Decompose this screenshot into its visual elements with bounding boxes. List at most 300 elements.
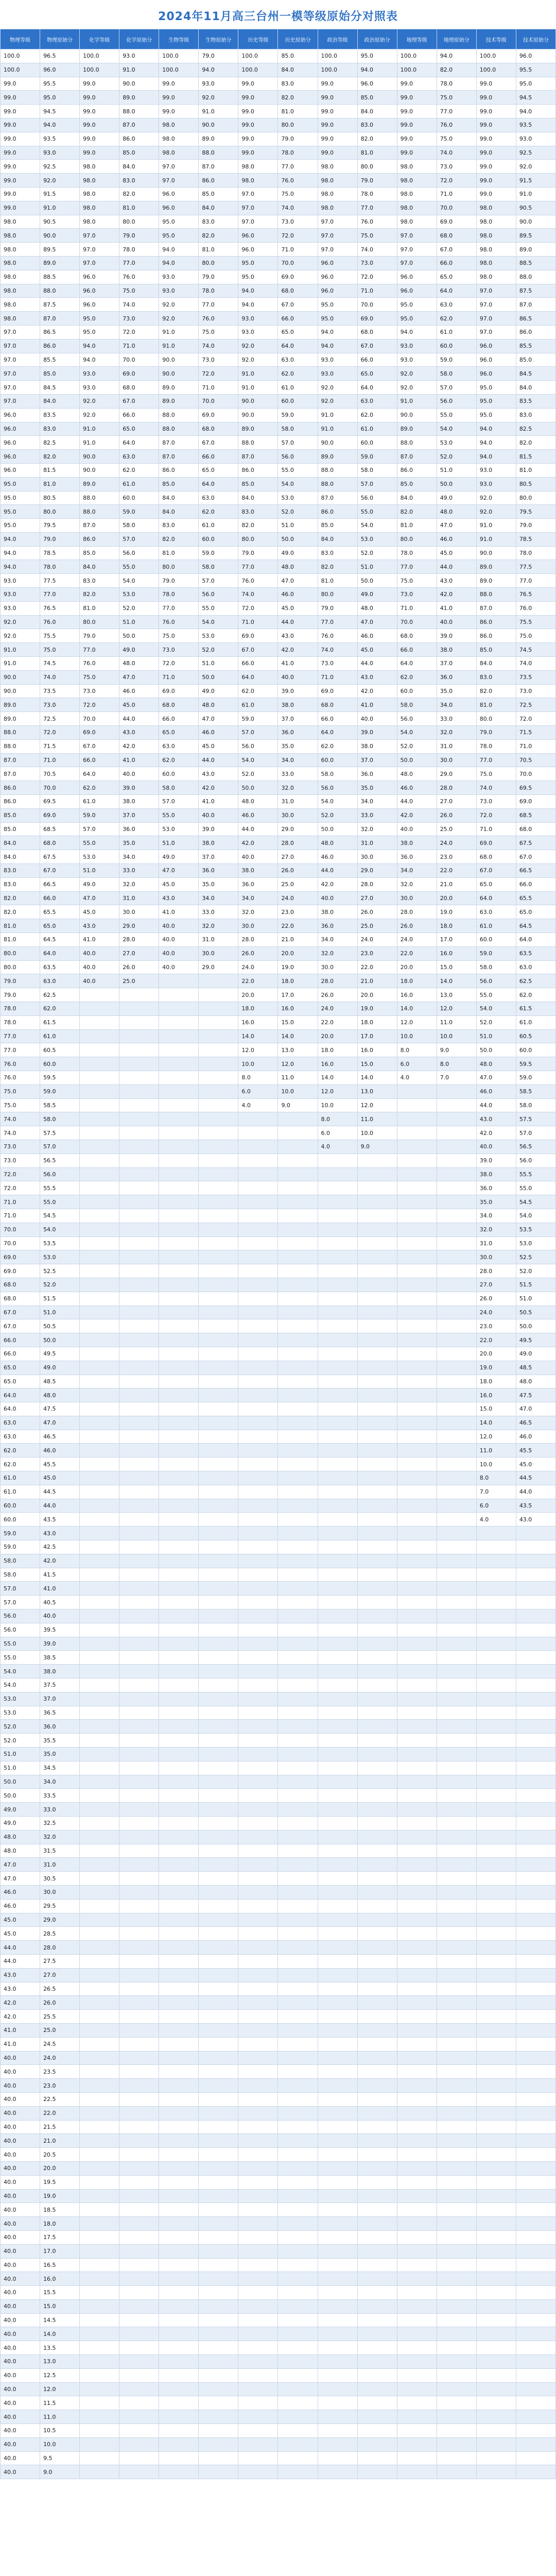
table-cell	[357, 1167, 397, 1181]
table-cell: 50.0	[199, 670, 238, 684]
table-cell	[80, 1844, 119, 1858]
table-cell	[238, 1499, 278, 1513]
table-cell: 99.0	[397, 146, 437, 160]
table-cell: 38.0	[119, 795, 159, 809]
table-cell: 77.5	[40, 574, 80, 588]
column-header: 物理等级	[1, 29, 40, 49]
table-cell: 62.0	[119, 463, 159, 477]
table-cell: 20.0	[397, 960, 437, 974]
table-cell: 11.0	[476, 1444, 516, 1458]
table-cell: 89.0	[199, 132, 238, 146]
table-cell: 65.0	[199, 463, 238, 477]
table-cell	[516, 2368, 555, 2382]
table-cell: 80.0	[1, 960, 40, 974]
column-header: 生物原始分	[199, 29, 238, 49]
table-row	[1, 2327, 556, 2341]
table-cell	[80, 1250, 119, 1264]
table-cell: 12.0	[476, 1430, 516, 1444]
table-cell	[119, 2424, 159, 2438]
table-cell: 10.0	[40, 2437, 80, 2451]
table-cell: 24.0	[476, 1306, 516, 1319]
table-cell: 46.5	[516, 1416, 555, 1430]
table-cell: 80.0	[516, 491, 555, 505]
table-cell	[80, 1306, 119, 1319]
table-cell: 60.0	[318, 753, 357, 767]
table-cell: 67.0	[437, 243, 476, 257]
table-cell	[397, 2437, 437, 2451]
table-cell: 50.0	[397, 753, 437, 767]
table-cell: 40.0	[1, 2272, 40, 2286]
table-cell: 93.0	[318, 353, 357, 367]
table-cell: 60.5	[516, 1029, 555, 1043]
table-cell	[119, 1513, 159, 1527]
table-cell: 68.0	[1, 1278, 40, 1292]
table-cell: 40.0	[1, 2120, 40, 2134]
table-cell: 96.0	[397, 284, 437, 298]
table-row	[1, 615, 556, 629]
table-cell: 56.0	[437, 394, 476, 408]
table-cell	[516, 2258, 555, 2272]
table-cell	[119, 1458, 159, 1471]
table-cell: 97.0	[238, 201, 278, 215]
table-cell	[318, 2106, 357, 2120]
table-cell	[199, 1209, 238, 1223]
table-cell: 58.0	[159, 781, 199, 795]
table-cell	[516, 1927, 555, 1941]
table-cell	[119, 1223, 159, 1236]
table-cell: 98.0	[80, 187, 119, 201]
table-cell	[199, 974, 238, 988]
table-cell: 40.0	[80, 974, 119, 988]
table-cell: 97.0	[238, 187, 278, 201]
table-cell: 91.0	[80, 436, 119, 450]
table-cell: 49.0	[159, 850, 199, 864]
table-cell	[397, 1499, 437, 1513]
table-cell	[238, 1236, 278, 1250]
table-cell	[397, 1761, 437, 1775]
table-cell	[159, 2368, 199, 2382]
table-cell: 94.0	[357, 63, 397, 77]
table-cell	[119, 1292, 159, 1306]
table-cell: 82.0	[159, 532, 199, 546]
table-cell	[516, 2286, 555, 2300]
table-cell	[199, 2382, 238, 2396]
table-cell: 64.0	[437, 284, 476, 298]
table-cell	[397, 1927, 437, 1941]
table-cell	[397, 2258, 437, 2272]
table-cell	[80, 1292, 119, 1306]
table-cell	[199, 2424, 238, 2438]
table-cell	[357, 1540, 397, 1554]
table-cell: 40.0	[1, 2327, 40, 2341]
table-cell: 42.0	[40, 1554, 80, 1568]
table-cell	[357, 2134, 397, 2148]
table-cell	[119, 1665, 159, 1679]
table-cell	[159, 1582, 199, 1596]
table-cell: 94.5	[40, 105, 80, 118]
table-row	[1, 2203, 556, 2217]
table-cell	[199, 1637, 238, 1651]
table-cell	[80, 1361, 119, 1375]
table-cell	[397, 1609, 437, 1623]
table-cell: 98.0	[397, 174, 437, 188]
table-cell: 30.0	[119, 905, 159, 919]
table-row	[1, 1306, 556, 1319]
table-cell: 82.0	[1, 905, 40, 919]
table-cell	[476, 1540, 516, 1554]
table-cell	[437, 1416, 476, 1430]
table-cell	[318, 1872, 357, 1886]
table-cell	[238, 1913, 278, 1927]
table-cell	[357, 1941, 397, 1955]
table-cell	[119, 1679, 159, 1692]
table-cell: 33.0	[40, 1803, 80, 1817]
table-cell: 93.0	[397, 339, 437, 353]
table-cell: 45.0	[119, 698, 159, 712]
table-cell	[278, 1292, 318, 1306]
table-row	[1, 726, 556, 740]
table-cell	[199, 2272, 238, 2286]
table-cell	[80, 1885, 119, 1899]
table-cell: 51.5	[40, 1292, 80, 1306]
table-cell	[437, 1388, 476, 1402]
table-cell: 98.0	[476, 201, 516, 215]
table-cell	[119, 1029, 159, 1043]
table-cell: 75.0	[437, 91, 476, 105]
table-cell	[80, 2079, 119, 2093]
table-cell	[516, 2437, 555, 2451]
table-cell	[278, 2465, 318, 2479]
table-cell: 66.0	[1, 1333, 40, 1347]
table-cell	[238, 1306, 278, 1319]
table-cell	[80, 1209, 119, 1223]
table-cell: 59.0	[80, 808, 119, 822]
table-cell: 11.0	[278, 1071, 318, 1084]
table-cell: 41.0	[278, 657, 318, 671]
table-cell: 68.0	[159, 698, 199, 712]
table-cell: 26.5	[40, 1982, 80, 1996]
table-cell	[437, 1941, 476, 1955]
table-cell	[80, 1499, 119, 1513]
table-cell: 63.0	[1, 1416, 40, 1430]
table-cell	[238, 1596, 278, 1609]
table-cell: 86.0	[516, 325, 555, 339]
table-cell	[437, 2465, 476, 2479]
table-cell	[278, 1485, 318, 1499]
table-cell: 82.0	[119, 187, 159, 201]
table-cell: 58.5	[516, 1084, 555, 1098]
table-cell	[357, 1181, 397, 1195]
table-row	[1, 1609, 556, 1623]
table-cell	[159, 1223, 199, 1236]
table-cell	[119, 1692, 159, 1706]
table-cell	[516, 1665, 555, 1679]
table-cell	[238, 1637, 278, 1651]
table-row	[1, 1596, 556, 1609]
table-cell	[159, 1872, 199, 1886]
table-cell	[119, 1803, 159, 1817]
table-cell	[318, 1513, 357, 1527]
table-cell	[119, 2134, 159, 2148]
table-cell: 46.0	[357, 629, 397, 643]
table-cell: 69.0	[516, 795, 555, 809]
table-cell: 79.0	[199, 270, 238, 284]
table-cell	[199, 2010, 238, 2024]
table-cell: 94.0	[159, 243, 199, 257]
table-cell: 96.0	[80, 270, 119, 284]
table-cell: 77.5	[516, 560, 555, 574]
table-cell: 97.0	[1, 381, 40, 395]
table-cell	[119, 1789, 159, 1803]
table-cell: 12.5	[40, 2368, 80, 2382]
table-cell: 54.0	[397, 726, 437, 740]
table-cell: 15.0	[357, 1057, 397, 1071]
table-cell: 76.0	[1, 1057, 40, 1071]
table-cell	[318, 1388, 357, 1402]
table-cell: 32.5	[40, 1817, 80, 1831]
table-cell: 72.0	[80, 698, 119, 712]
table-cell	[119, 1209, 159, 1223]
table-cell: 45.0	[40, 1471, 80, 1485]
table-cell: 98.0	[476, 270, 516, 284]
table-cell: 25.0	[119, 974, 159, 988]
table-cell: 90.0	[40, 229, 80, 243]
table-cell: 86.0	[199, 174, 238, 188]
table-cell: 93.0	[159, 270, 199, 284]
table-cell: 72.0	[1, 1181, 40, 1195]
table-cell	[199, 1167, 238, 1181]
table-cell	[238, 2189, 278, 2203]
table-cell	[437, 1319, 476, 1333]
table-cell	[397, 2134, 437, 2148]
table-cell	[199, 1913, 238, 1927]
table-cell: 56.0	[516, 1154, 555, 1167]
table-cell: 22.0	[238, 974, 278, 988]
table-row	[1, 1347, 556, 1361]
table-cell	[119, 1375, 159, 1388]
table-cell	[516, 1748, 555, 1761]
table-cell: 50.0	[516, 1319, 555, 1333]
table-cell: 71.0	[278, 243, 318, 257]
table-cell: 43.0	[1, 1982, 40, 1996]
table-cell	[278, 2451, 318, 2465]
table-cell: 61.0	[119, 477, 159, 491]
table-cell: 43.5	[40, 1513, 80, 1527]
table-cell	[437, 2244, 476, 2258]
table-cell: 99.0	[318, 132, 357, 146]
table-cell	[80, 1513, 119, 1527]
column-header: 政治原始分	[357, 29, 397, 49]
table-cell: 40.0	[1, 2244, 40, 2258]
table-cell: 99.0	[159, 77, 199, 91]
column-header: 物理原始分	[40, 29, 80, 49]
table-cell: 76.0	[516, 601, 555, 615]
table-cell	[437, 2410, 476, 2424]
table-cell	[159, 1692, 199, 1706]
table-cell	[159, 2134, 199, 2148]
table-cell	[437, 2396, 476, 2410]
table-cell	[278, 2341, 318, 2355]
table-cell	[318, 2341, 357, 2355]
table-cell: 92.5	[516, 146, 555, 160]
table-cell	[238, 1803, 278, 1817]
table-cell: 53.0	[1, 1706, 40, 1720]
table-cell: 72.0	[119, 325, 159, 339]
table-cell: 15.0	[437, 960, 476, 974]
table-cell: 100.0	[1, 49, 40, 63]
table-cell: 44.0	[1, 1954, 40, 1968]
table-cell: 97.0	[476, 298, 516, 312]
table-cell	[318, 1596, 357, 1609]
table-cell	[119, 2051, 159, 2065]
table-cell: 28.0	[119, 933, 159, 947]
table-cell	[318, 2148, 357, 2162]
table-cell	[318, 1485, 357, 1499]
table-row	[1, 1444, 556, 1458]
table-cell: 100.0	[476, 63, 516, 77]
table-cell: 66.0	[278, 312, 318, 326]
table-row	[1, 2465, 556, 2479]
table-cell: 28.0	[40, 1941, 80, 1955]
table-cell	[199, 1043, 238, 1057]
table-cell: 96.0	[476, 339, 516, 353]
table-cell: 70.0	[1, 1236, 40, 1250]
table-cell	[159, 1029, 199, 1043]
table-cell	[397, 1388, 437, 1402]
table-cell: 84.0	[318, 532, 357, 546]
table-cell	[238, 1278, 278, 1292]
table-cell	[476, 2341, 516, 2355]
table-cell	[80, 1154, 119, 1167]
table-cell: 36.0	[476, 1181, 516, 1195]
table-cell	[80, 2051, 119, 2065]
table-cell	[476, 2368, 516, 2382]
table-cell: 15.0	[278, 1015, 318, 1029]
table-cell: 74.0	[1, 1126, 40, 1140]
table-cell: 92.0	[40, 174, 80, 188]
column-header: 化学等级	[80, 29, 119, 49]
column-header: 历史原始分	[278, 29, 318, 49]
table-cell	[238, 1817, 278, 1831]
table-cell	[119, 2161, 159, 2175]
table-cell	[278, 1720, 318, 1734]
table-cell: 75.0	[516, 629, 555, 643]
table-cell: 47.0	[437, 519, 476, 533]
table-cell	[80, 1057, 119, 1071]
table-cell: 40.0	[1, 2106, 40, 2120]
table-cell: 83.0	[199, 215, 238, 229]
table-row	[1, 2161, 556, 2175]
table-cell: 42.0	[1, 1996, 40, 2010]
table-cell: 92.0	[476, 505, 516, 519]
table-cell: 91.0	[476, 519, 516, 533]
table-cell	[80, 2134, 119, 2148]
table-row	[1, 2120, 556, 2134]
table-cell	[397, 1209, 437, 1223]
table-cell: 40.0	[238, 850, 278, 864]
table-cell: 29.0	[437, 767, 476, 781]
table-cell	[357, 1748, 397, 1761]
table-cell	[159, 2424, 199, 2438]
table-cell: 50.0	[1, 1775, 40, 1789]
table-cell	[476, 2037, 516, 2051]
table-cell: 10.0	[318, 1098, 357, 1112]
table-cell: 47.0	[516, 1402, 555, 1416]
table-cell	[119, 2382, 159, 2396]
table-row	[1, 919, 556, 933]
table-cell: 61.0	[516, 1015, 555, 1029]
table-cell: 82.0	[1, 891, 40, 905]
table-cell: 18.0	[437, 919, 476, 933]
table-row	[1, 243, 556, 257]
table-cell	[397, 2465, 437, 2479]
table-cell: 76.0	[119, 270, 159, 284]
table-cell	[318, 1803, 357, 1817]
table-cell: 94.0	[80, 339, 119, 353]
table-cell	[318, 1927, 357, 1941]
table-cell: 85.0	[476, 643, 516, 657]
table-cell: 51.0	[40, 1306, 80, 1319]
table-cell: 23.0	[278, 905, 318, 919]
table-cell: 53.5	[516, 1223, 555, 1236]
table-cell: 77.0	[1, 1029, 40, 1043]
table-cell	[437, 2189, 476, 2203]
table-cell	[159, 2341, 199, 2355]
table-cell: 34.0	[437, 698, 476, 712]
table-cell	[397, 1568, 437, 1582]
table-cell	[238, 2230, 278, 2244]
table-cell: 42.0	[476, 1126, 516, 1140]
table-cell	[357, 1347, 397, 1361]
table-cell: 96.0	[397, 270, 437, 284]
table-cell: 32.0	[238, 905, 278, 919]
table-cell	[159, 2313, 199, 2327]
table-cell: 49.0	[1, 1817, 40, 1831]
table-cell: 73.0	[476, 795, 516, 809]
table-cell: 74.0	[1, 1112, 40, 1126]
table-cell	[80, 1775, 119, 1789]
table-cell	[397, 1913, 437, 1927]
table-cell: 20.0	[437, 891, 476, 905]
table-cell	[357, 1306, 397, 1319]
table-cell	[476, 1609, 516, 1623]
table-cell: 30.0	[357, 850, 397, 864]
table-cell: 58.0	[516, 1098, 555, 1112]
table-cell	[159, 2092, 199, 2106]
table-cell	[199, 2065, 238, 2079]
table-cell: 39.0	[437, 629, 476, 643]
table-cell	[278, 1416, 318, 1430]
table-cell	[397, 1637, 437, 1651]
table-row	[1, 2410, 556, 2424]
table-cell	[397, 1899, 437, 1913]
table-row	[1, 1775, 556, 1789]
table-cell: 59.0	[238, 712, 278, 726]
table-cell	[476, 1927, 516, 1941]
table-cell: 74.5	[40, 657, 80, 671]
table-cell	[437, 1872, 476, 1886]
table-cell: 40.0	[1, 2230, 40, 2244]
table-cell	[238, 1223, 278, 1236]
table-cell: 44.0	[119, 712, 159, 726]
table-cell: 97.0	[1, 325, 40, 339]
table-cell: 91.0	[119, 63, 159, 77]
table-cell	[238, 2299, 278, 2313]
table-cell	[437, 1665, 476, 1679]
table-cell	[437, 1306, 476, 1319]
table-cell	[318, 1775, 357, 1789]
table-cell	[159, 2465, 199, 2479]
